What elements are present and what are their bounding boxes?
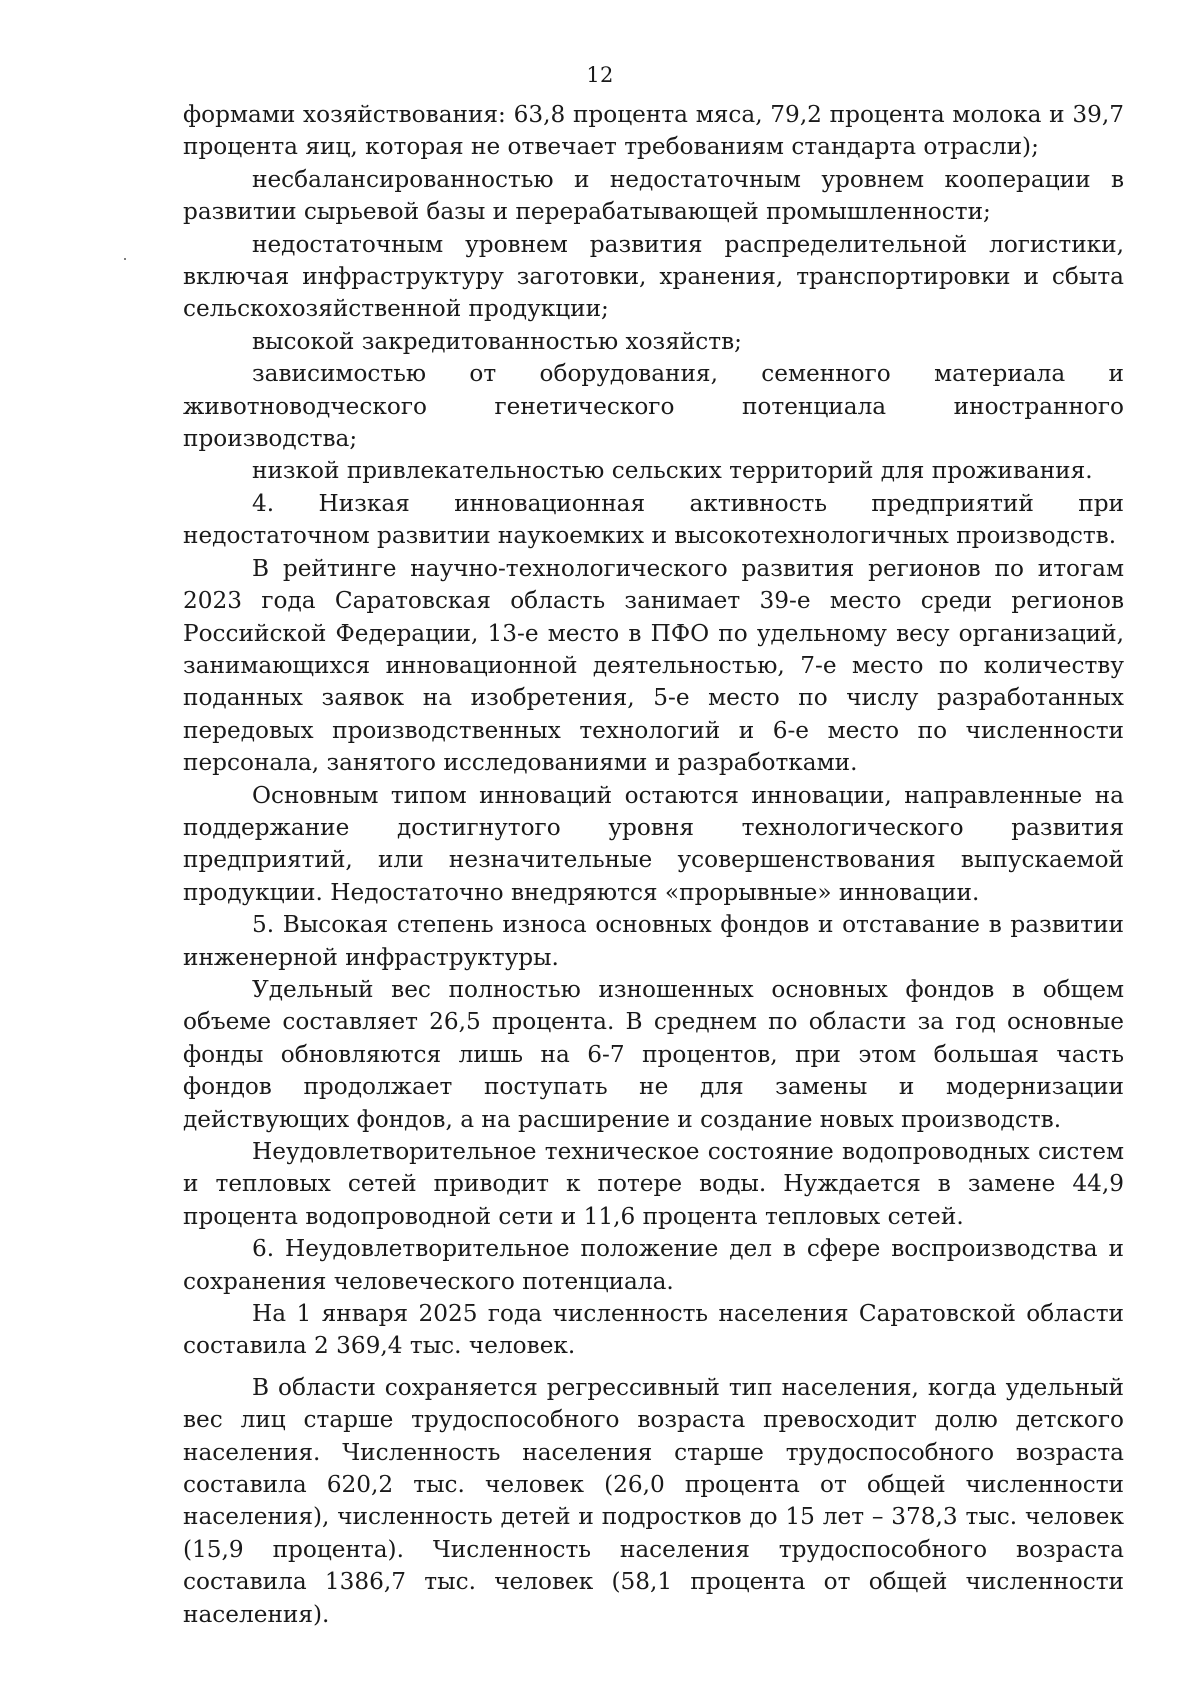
document-body xyxy=(183,99,1124,1631)
paragraph-innovation-types: Основным типом инноваций остаются инновации, направленные на поддержание достигнутого уровня технологического развития предприятий, или незначительные усовершенствования выпускаемой продукции. Недостаточно внедряются «прорывные» инновации. xyxy=(183,781,1124,906)
paragraph-innovation-rating: В рейтинге научно-технологического развития регионов по итогам 2023 года Саратовская область занимает 39-е место среди регионов Российской Федерации, 13-е место в ПФО по удельному весу организаций, занимающихся инновационной деятельностью, 7-е место по количеству поданных заявок на изобретения, 5-е место по числу разработанных передовых производственных технологий и 6-е место по численности персонала, занятого исследованиями и разработками. xyxy=(183,554,1124,777)
list-item-logistics: недостаточным уровнем развития распределительной логистики, включая инфраструктуру заготовки, хранения, транспортировки и сбыта сельскохозяйственной продукции; xyxy=(183,230,1124,323)
section-heading-6-human-potential: 6. Неудовлетворительное положение дел в сфере воспроизводства и сохранения человеческого потенциала. xyxy=(183,1235,1124,1295)
section-heading-4-innovation: 4. Низкая инновационная активность предприятий при недостаточном развитии наукоемких и высокотехнологичных производств. xyxy=(183,489,1124,550)
paragraph-asset-wear: Удельный вес полностью изношенных основных фондов в общем объеме составляет 26,5 процента. В среднем по области за год основные фонды обновляются лишь на 6-7 процентов, при этом большая часть фондов продолжает поступать не для замены и модернизации действующих фондов, а на расширение и создание новых производств. xyxy=(183,975,1124,1133)
paragraph-population-total: На 1 января 2025 года численность населения Саратовской области составила 2 369,4 тыс. человек. xyxy=(183,1300,1124,1360)
list-item-cooperation: несбалансированностью и недостаточным уровнем кооперации в развитии сырьевой базы и перерабатывающей промышленности; xyxy=(183,165,1124,226)
section-heading-5-fixed-assets: 5. Высокая степень износа основных фондов и отставание в развитии инженерной инфраструктуры. xyxy=(183,911,1124,971)
paragraph-continuation: формами хозяйствования: 63,8 процента мяса, 79,2 процента молока и 39,7 процента яиц, которая не отвечает требованиям стандарта отрасли); xyxy=(183,101,1124,161)
page-number: 12 xyxy=(586,63,614,87)
scan-speck xyxy=(124,258,126,260)
paragraph-population-structure: В области сохраняется регрессивный тип населения, когда удельный вес лиц старше трудоспособного возраста превосходит долю детского населения. Численность населения старше трудоспособного возраста составила 620,2 тыс. человек (26,0 процента от общей численности населения), численность детей и подростков до 15 лет – 378,3 тыс. человек (15,9 процента). Численность населения трудоспособного возраста составила 1386,7 тыс. человек (58,1 процента от общей численности населения). xyxy=(183,1373,1124,1628)
list-item-credit-load: высокой закредитованностью хозяйств; xyxy=(252,327,742,355)
paragraph-water-heating-networks: Неудовлетворительное техническое состояние водопроводных систем и тепловых сетей приводит к потере воды. Нуждается в замене 44,9 процента водопроводной сети и 11,6 процента тепловых сетей. xyxy=(183,1138,1124,1230)
list-item-import-dependence: зависимостью от оборудования, семенного материала и животноводческого генетического потенциала иностранного производства; xyxy=(183,360,1124,453)
list-item-rural-attractiveness: низкой привлекательностью сельских территорий для проживания. xyxy=(252,457,1093,485)
